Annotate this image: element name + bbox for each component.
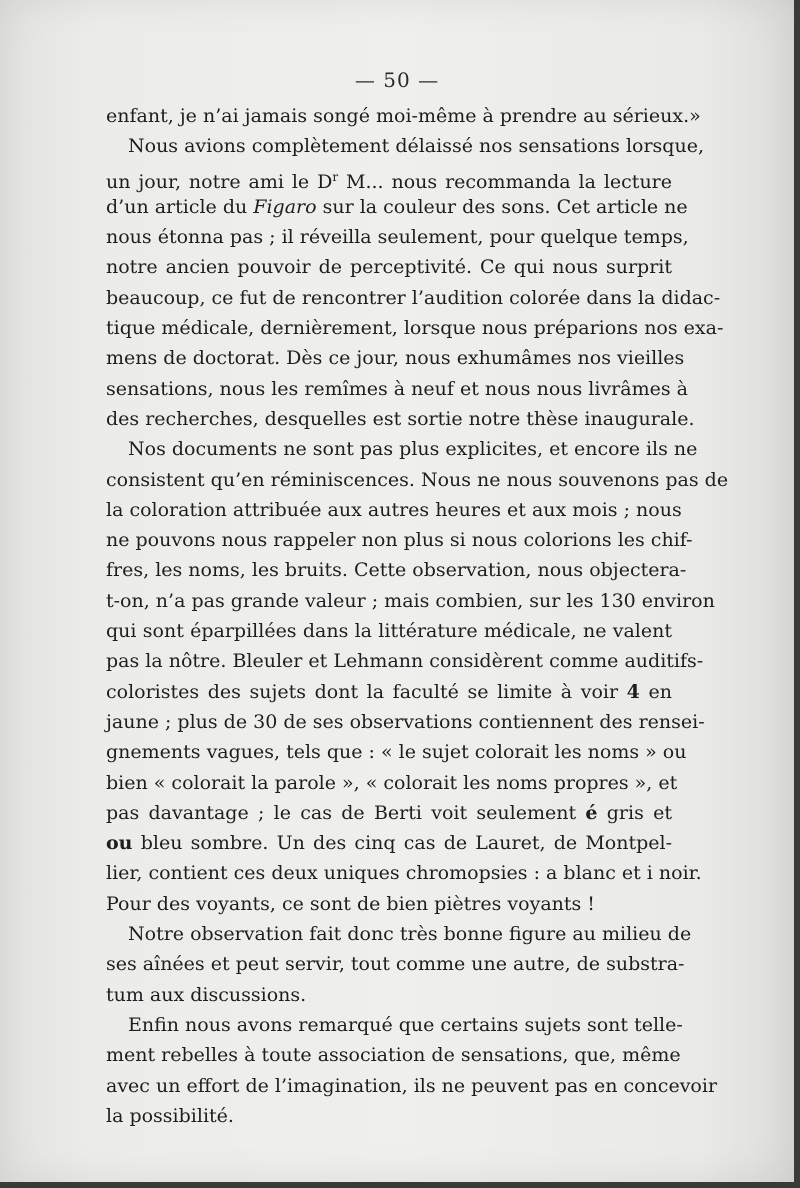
text-line: fres, les noms, les bruits. Cette observation, nous objectera-	[106, 559, 687, 582]
text-line: qui sont éparpillées dans la littérature médicale, ne valent	[106, 620, 672, 643]
text-line: la coloration attribuée aux autres heures et aux mois ; nous	[106, 498, 682, 521]
text-line: beaucoup, ce fut de rencontrer l’audition colorée dans la didac-	[106, 286, 721, 309]
text-line: ment rebelles à toute association de sensations, que, même	[106, 1044, 681, 1067]
text-line: ou bleu sombre. Un des cinq cas de Lauret, de Montpel-	[106, 832, 672, 855]
text-line: notre ancien pouvoir de perceptivité. Ce qui nous surprit	[106, 256, 672, 279]
text-line: des recherches, desquelles est sortie notre thèse inaugurale.	[106, 407, 695, 430]
text-line: jaune ; plus de 30 de ses observations contiennent des rensei-	[106, 710, 705, 733]
text-line: ses aînées et peut servir, tout comme une autre, de substra-	[106, 953, 685, 976]
text-line: consistent qu’en réminiscences. Nous ne nous souvenons pas de	[106, 468, 729, 491]
text-line: t-on, n’a pas grande valeur ; mais combien, sur les 130 environ	[106, 589, 715, 612]
text-line: gnements vagues, tels que : « le sujet colorait les noms » ou	[106, 741, 687, 764]
text-line: un jour, notre ami le $D^r$ M... nous recommanda la lecture	[106, 169, 673, 193]
text-line: avec un effort de l’imagination, ils ne peuvent pas en concevoir	[106, 1074, 718, 1097]
page-number: — 50 —	[354, 68, 440, 92]
text-line: Pour des voyants, ce sont de bien piètres voyants !	[106, 892, 595, 915]
text-line: coloristes des sujets dont la faculté se limite à voir 4 en	[106, 680, 672, 703]
text-line: pas davantage ; le cas de Berti voit seulement é gris et	[106, 801, 672, 824]
text-line: sensations, nous les remîmes à neuf et nous nous livrâmes à	[106, 377, 688, 400]
text-line: pas la nôtre. Bleuler et Lehmann considèrent comme auditifs-	[106, 650, 704, 673]
text-line: Nos documents ne sont pas plus explicites, et encore ils ne	[128, 438, 698, 461]
text-line: lier, contient ces deux uniques chromopsies : a blanc et i noir.	[106, 862, 702, 885]
text-line: d’un article du Figaro sur la couleur des sons. Cet article ne	[106, 195, 688, 218]
text-line: mens de doctorat. Dès ce jour, nous exhumâmes nos vieilles	[106, 347, 685, 370]
text-line: la possibilité.	[106, 1104, 234, 1127]
text-line: Nous avions complètement délaissé nos sensations lorsque,	[128, 135, 704, 158]
text-line: Enfin nous avons remarqué que certains sujets sont telle-	[128, 1013, 683, 1036]
text-line: nous étonna pas ; il réveilla seulement, pour quelque temps,	[106, 226, 689, 249]
text-line: tique médicale, dernièrement, lorsque nous préparions nos exa-	[106, 317, 724, 340]
text-line: tum aux discussions.	[106, 983, 307, 1006]
text-line: enfant, je n’ai jamais songé moi-même à prendre au sérieux.»	[106, 105, 701, 127]
text-line: bien « colorait la parole », « colorait les noms propres », et	[106, 771, 678, 794]
text-line: ne pouvons nous rappeler non plus si nous colorions les chif-	[106, 529, 693, 552]
text-line: Notre observation fait donc très bonne figure au milieu de	[128, 923, 692, 946]
body-text	[106, 101, 729, 1131]
